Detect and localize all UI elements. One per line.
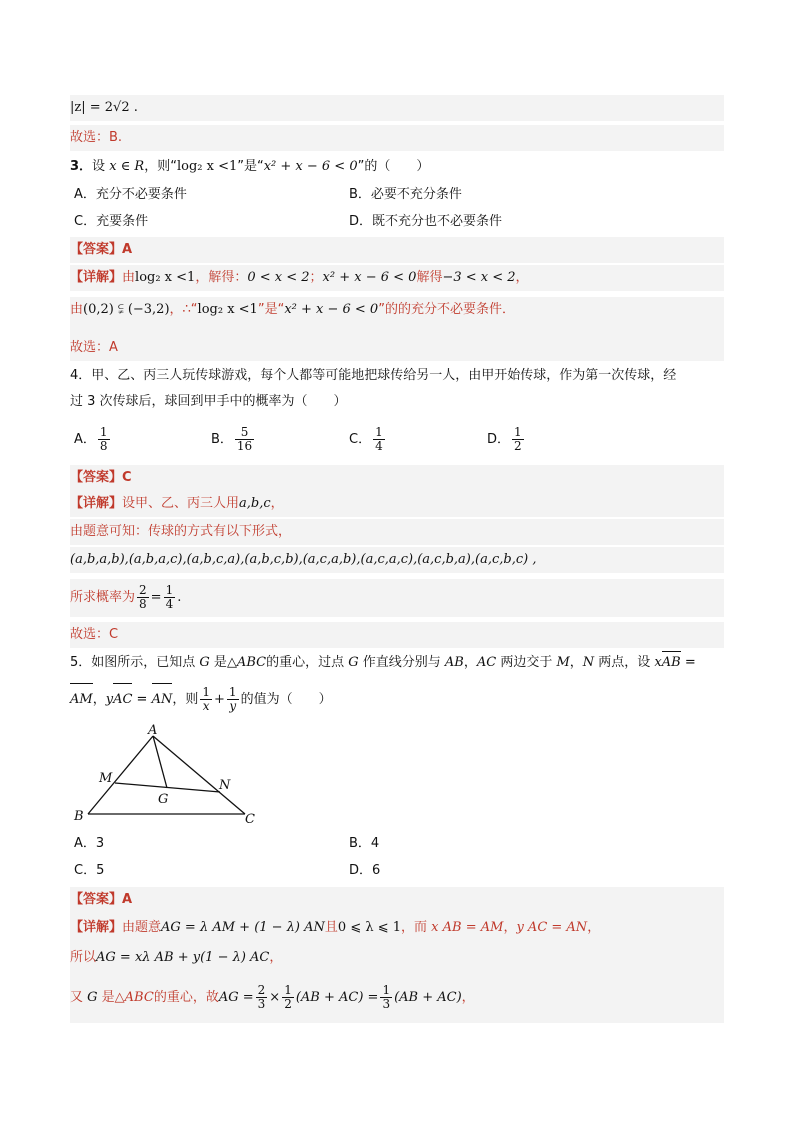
detail-text: 所求概率为 [70, 590, 136, 605]
detail-math: log₂ x <1 [135, 270, 196, 285]
vector-am: AM [70, 682, 93, 718]
detail-math: x AB = AM [431, 920, 504, 935]
denominator: 8 [139, 597, 147, 611]
q5-math: G [348, 655, 359, 670]
q5-text: 是 [209, 655, 227, 670]
label-m: M [99, 771, 113, 786]
side-ab [88, 736, 153, 814]
denominator: 16 [236, 439, 253, 453]
answer-tag: 【答案】 [70, 470, 123, 485]
q3-text: ，则“ [144, 159, 177, 174]
label-n: N [219, 778, 231, 793]
q4-answer [70, 465, 724, 491]
math-modulus: |z| = 2√2 . [70, 100, 138, 115]
q3-answer [70, 237, 724, 263]
detail-text: ， [587, 920, 601, 935]
fraction [98, 426, 110, 453]
detail-text: 所以 [70, 950, 97, 965]
q3-selection: 故选：A [70, 340, 118, 355]
plus: + [214, 692, 225, 707]
q5-text: = [132, 692, 152, 707]
q5-answer [70, 887, 724, 913]
detail-math: AG = λ AM + (1 − λ) AN [161, 920, 325, 935]
q3-detail-1 [70, 265, 724, 291]
detail-text: ”的的充分不必要条件． [378, 302, 515, 317]
detail-text: 的重心，故 [153, 990, 219, 1005]
q3-detail-2 [70, 297, 724, 323]
q3-option-c: C．充要条件 [74, 214, 149, 229]
q5-text: 两点，设 [594, 655, 655, 670]
detail-text: . [177, 590, 182, 605]
vector-ac: AC [113, 682, 132, 718]
label-b: B [74, 809, 84, 824]
q5-text: 的重心，过点 [266, 655, 349, 670]
q5-detail-3 [70, 973, 724, 1023]
q3-text: ”是“ [237, 159, 264, 174]
q3-stem [70, 154, 724, 180]
detail-math: log₂ x <1 [197, 302, 258, 317]
q3-option-d: D．既不充分也不必要条件 [349, 214, 503, 229]
q4-option-a [74, 426, 112, 453]
detail-math: (AB + AC) = [295, 990, 379, 1005]
prev-selection-line [70, 125, 724, 151]
label-c: C [245, 812, 255, 827]
detail-text: ； [309, 270, 323, 285]
q5-math: G [199, 655, 210, 670]
q5-option-a: A．3 [74, 836, 105, 851]
spacer [70, 323, 724, 335]
line-mn [115, 783, 220, 792]
detail-text: 设甲、乙、丙三人用 [122, 496, 240, 511]
detail-math: a,b,c [239, 496, 271, 511]
detail-text: 又 [70, 990, 88, 1005]
numerator: 2 [139, 583, 147, 597]
q4-option-c [349, 426, 387, 453]
q4-detail-1 [70, 491, 724, 517]
detail-math: (AB + AC) [394, 990, 462, 1005]
q3-math-1: x ∈ R [109, 159, 145, 174]
detail-text: 由题意可知：传球的方式有以下形式， [70, 524, 292, 539]
answer-tag: 【答案】 [70, 892, 123, 907]
q4-text: 4．甲、乙、丙三人玩传球游戏，每个人都等可能地把球传给另一人，由甲开始传球，作为第一次传球，经 [70, 368, 677, 383]
q4-stem-1 [70, 363, 724, 389]
detail-text: ”是“ [257, 302, 285, 317]
detail-math: AG = xλ AB + y(1 − λ) AC [96, 950, 270, 965]
detail-text: 由 [70, 302, 84, 317]
detail-text: 由题意 [122, 920, 162, 935]
detail-math: −3 < x < 2 [442, 270, 516, 285]
q5-text: = [680, 655, 696, 670]
detail-text: ， [270, 496, 284, 511]
q5-stem-2 [70, 682, 724, 718]
numerator: 1 [202, 685, 211, 699]
q3-option-b: B．必要不充分条件 [349, 187, 462, 202]
detail-math: AG = [218, 990, 254, 1005]
q4-detail-2 [70, 519, 724, 545]
q4-text: 过 3 次传球后，球回到甲手中的概率为（ ） [70, 394, 347, 409]
median-a [153, 736, 167, 788]
q5-math: N [582, 655, 595, 670]
detail-tag: 【详解】 [70, 496, 123, 511]
fraction [227, 686, 239, 713]
q5-math: M [556, 655, 570, 670]
prev-selection: 故选：B. [70, 130, 123, 145]
denominator: x [202, 699, 210, 713]
answer-value: A [122, 242, 133, 257]
answer-value: C [122, 470, 132, 485]
option-label: C． [349, 432, 372, 447]
fraction [137, 584, 149, 611]
q3-option-a: A．充分不必要条件 [74, 187, 187, 202]
q4-option-b [211, 426, 256, 453]
detail-tag: 【详解】 [70, 270, 123, 285]
detail-text: ， [503, 920, 517, 935]
q5-option-b: B．4 [349, 836, 380, 851]
q4-selection: 故选：C [70, 627, 119, 642]
q5-math: △ABC [226, 655, 267, 670]
detail-text: ， [461, 990, 475, 1005]
q5-detail-2 [70, 943, 724, 973]
q5-text: ， [569, 655, 583, 670]
times: × [269, 990, 281, 1005]
detail-math: 0 < x < 2 [247, 270, 310, 285]
q4-detail-4 [70, 579, 724, 617]
numerator: 1 [99, 425, 108, 439]
vector-ab: AB [662, 650, 681, 676]
q4-detail-3 [70, 547, 724, 573]
q3-number: 3． [70, 159, 93, 174]
fraction [235, 426, 254, 453]
denominator: y [229, 699, 237, 713]
q5-detail-1 [70, 913, 724, 943]
detail-text: 且 [324, 920, 338, 935]
q4-selection-line [70, 622, 724, 648]
fraction [512, 426, 524, 453]
denominator: 4 [165, 597, 174, 611]
option-label: A． [74, 432, 96, 447]
detail-text: 解得 [416, 270, 443, 285]
detail-text: ，解得： [195, 270, 248, 285]
detail-text: ， [269, 950, 283, 965]
q5-stem-1 [70, 650, 724, 676]
numerator: 1 [165, 583, 174, 597]
detail-math: (a,b,a,b),(a,b,a,c),(a,b,c,a),(a,b,c,b),(a,c,a,b),(a,c,a,c),(a,c,b,a),(a,c,b,c) , [70, 552, 537, 567]
q5-text: 5．如图所示，已知点 [70, 655, 200, 670]
label-g: G [158, 792, 169, 807]
detail-tag: 【详解】 [70, 920, 123, 935]
numerator: 2 [257, 983, 266, 997]
q5-option-c: C．5 [74, 863, 105, 878]
answer-value: A [122, 892, 133, 907]
q5-text: ，则 [172, 692, 199, 707]
label-a: A [148, 723, 158, 738]
prev-answer-line [70, 95, 724, 121]
option-label: B． [211, 432, 233, 447]
fraction [282, 984, 294, 1011]
detail-text: 由 [122, 270, 136, 285]
q5-text: ， [92, 692, 106, 707]
detail-math: △ABC [114, 990, 154, 1005]
detail-math: y AC = AN [516, 920, 588, 935]
detail-math: 0 ⩽ λ ⩽ 1 [337, 920, 402, 935]
detail-math: x² + x − 6 < 0 [322, 270, 417, 285]
answer-tag: 【答案】 [70, 242, 123, 257]
detail-text: 是 [97, 990, 115, 1005]
q4-stem-2 [70, 389, 724, 415]
denominator: 3 [382, 997, 391, 1011]
denominator: 3 [257, 997, 266, 1011]
q5-math: x [654, 655, 662, 670]
fraction [373, 426, 385, 453]
q5-math: AB [444, 655, 464, 670]
q5-text: 的值为（ ） [240, 692, 332, 707]
q5-option-d: D．6 [349, 863, 381, 878]
q5-text: ， [463, 655, 477, 670]
q3-math-2: log₂ x <1 [176, 159, 238, 174]
fraction [256, 984, 268, 1011]
numerator: 1 [514, 425, 522, 439]
option-label: D． [487, 432, 511, 447]
q3-selection-line [70, 335, 724, 361]
numerator: 1 [375, 425, 383, 439]
detail-math: G [87, 990, 98, 1005]
detail-text: ，∴“ [169, 302, 198, 317]
fraction [380, 984, 392, 1011]
equals: = [150, 590, 162, 605]
q5-text: 两边交于 [496, 655, 557, 670]
detail-text: ，而 [401, 920, 432, 935]
fraction [164, 584, 176, 611]
numerator: 1 [284, 983, 292, 997]
q5-math: y [105, 692, 114, 707]
detail-math: x² + x − 6 < 0 [284, 302, 379, 317]
denominator: 2 [284, 997, 292, 1011]
fraction [200, 686, 212, 713]
numerator: 1 [382, 983, 391, 997]
denominator: 8 [99, 439, 108, 453]
denominator: 4 [375, 439, 383, 453]
q3-text: 设 [92, 159, 110, 174]
numerator: 5 [235, 426, 254, 440]
detail-math: (0,2) ⫋ (−3,2) [83, 302, 170, 317]
q5-math: AC [476, 655, 497, 670]
vector-an: AN [152, 682, 173, 718]
q3-text: ”的（ ） [357, 159, 430, 174]
denominator: 2 [514, 439, 522, 453]
detail-text: ， [515, 270, 529, 285]
q4-option-d [487, 426, 526, 453]
q5-text: 作直线分别与 [358, 655, 445, 670]
triangle-figure [70, 722, 270, 832]
numerator: 1 [228, 685, 237, 699]
q3-math-3: x² + x − 6 < 0 [263, 159, 358, 174]
